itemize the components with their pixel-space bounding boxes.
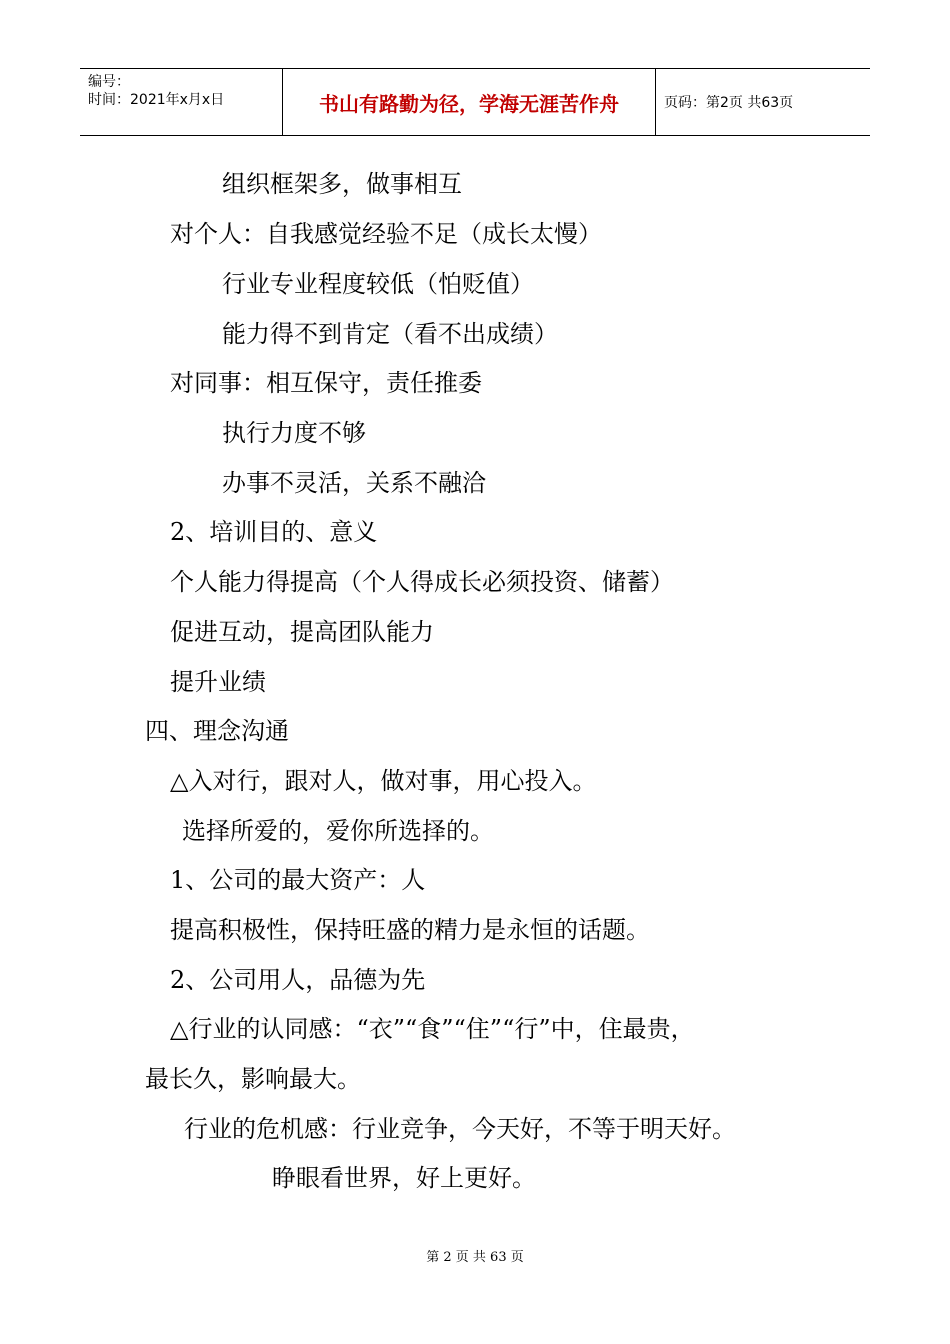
body-line: 能力得不到肯定（看不出成绩） — [222, 320, 558, 348]
header-motto: 书山有路勤为径，学海无涯苦作舟 — [319, 91, 619, 116]
body-line: 行业的危机感：行业竞争，今天好，不等于明天好。 — [184, 1115, 736, 1143]
body-line: 办事不灵活，关系不融洽 — [222, 469, 486, 497]
body-line: 执行力度不够 — [222, 419, 366, 447]
body-line: 提升业绩 — [170, 668, 266, 696]
body-line: 选择所爱的，爱你所选择的。 — [182, 817, 494, 845]
body-line: 最长久，影响最大。 — [145, 1065, 361, 1093]
body-line: △入对行，跟对人，做对事，用心投入。 — [170, 767, 597, 795]
page-header — [80, 68, 870, 136]
section-heading: 四、理念沟通 — [145, 717, 289, 745]
body-line: 对个人：自我感觉经验不足（成长太慢） — [170, 220, 602, 248]
body-line: 个人能力得提高（个人得成长必须投资、储蓄） — [170, 568, 674, 596]
section-heading: 2、培训目的、意义 — [170, 518, 378, 546]
body-line: 行业专业程度较低（怕贬值） — [222, 270, 534, 298]
body-line: 对同事：相互保守，责任推委 — [170, 369, 482, 397]
body-line: 促进互动，提高团队能力 — [170, 618, 434, 646]
section-heading: 1、公司的最大资产：人 — [170, 866, 426, 894]
section-heading: 2、公司用人，品德为先 — [170, 966, 426, 994]
header-page-info: 页码：第2页 共63页 — [664, 95, 794, 111]
header-meta — [80, 69, 282, 135]
body-line: 提高积极性，保持旺盛的精力是永恒的话题。 — [170, 916, 650, 944]
body-line: 组织框架多，做事相互 — [222, 170, 462, 198]
body-line: 睁眼看世界，好上更好。 — [272, 1164, 536, 1192]
document-date: 时间：2021年x月x日 — [88, 92, 225, 108]
page-footer: 第 2 页 共 63 页 — [426, 1250, 524, 1265]
body-line: △行业的认同感：“衣”“食”“住”“行”中，住最贵， — [170, 1015, 695, 1043]
document-number-label: 编号： — [88, 74, 130, 90]
